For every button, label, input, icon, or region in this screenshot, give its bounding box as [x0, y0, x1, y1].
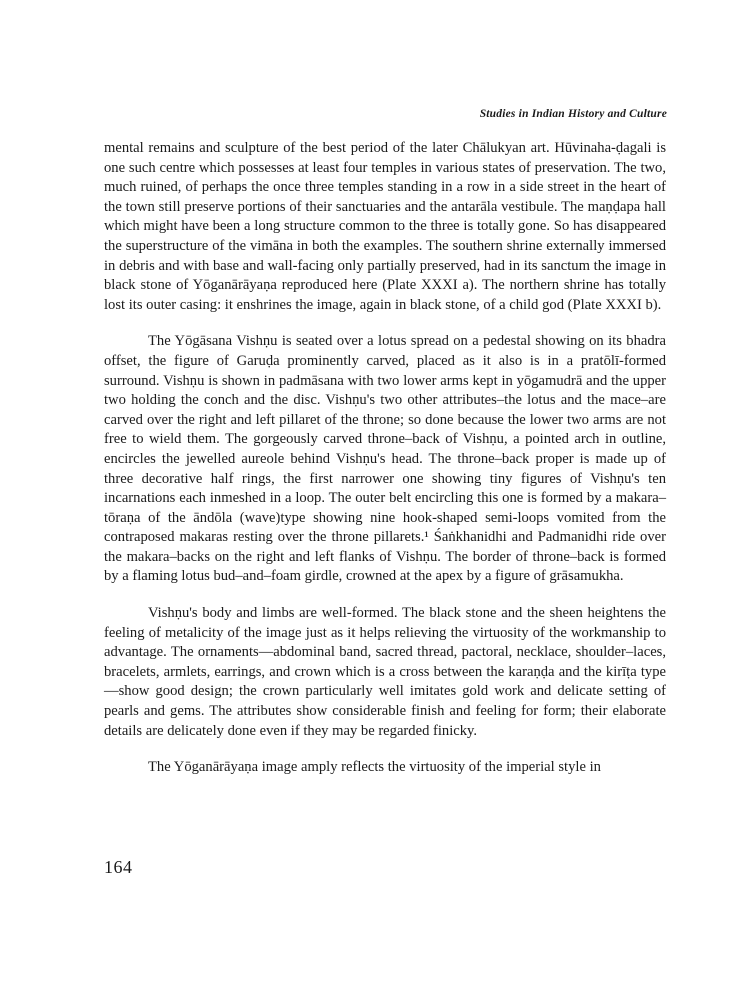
- paragraph-3: Vishṇu's body and limbs are well-formed. The black stone and the sheen heightens the feeling of metalicity of the image just as it helps relieving the virtuosity of the workmanship to advantage. The ornaments—abdominal band, sacred thread, pactoral, necklace, shoulder–laces, bracelets, armlets, earrings, and crown which is a cross between the karaṇḍa and the kirīṭa type—show good design; the crown particularly well imitates gold work and delicate setting of pearls and gems. The attributes show considerable finish and feeling for form; their elaborate details are delicately done even if they may be regarded finicky.: [104, 605, 666, 739]
- paragraph-4: The Yōganārāyaṇa image amply reflects the virtuosity of the imperial style in: [148, 759, 601, 776]
- page-number: 164: [104, 857, 133, 877]
- body-text: [104, 139, 666, 778]
- paragraph-2: The Yōgāsana Vishṇu is seated over a lotus spread on a pedestal showing on its bhadra offset, the figure of Garuḍa prominently carved, placed as it also is in a pratōlī-formed surround. Vishṇu is shown in padmāsana with two lower arms kept in yōgamudrā and the upper two holding the conch and the disc. Vishṇu's two other attributes–the lotus and the mace–are carved over the right and left pillaret of the throne; so done because the lower two arms are not free to wield them. The gorgeously carved throne–back of Vishṇu, a pointed arch in outline, encircles the jewelled aureole behind Vishṇu's head. The throne–back proper is made up of three decorative half rings, the first narrower one showing tiny figures of Vishṇu's ten incarnations each inmeshed in a loop. The outer belt encircling this one is formed by a makara–tōraṇa of the āndōla (wave)type showing nine hook-shaped semi-loops vomited from the contraposed makaras resting over the throne pillarets.¹ Śaṅkhanidhi and Padmanidhi ride over the makara–backs on the right and left flanks of Vishṇu. The border of throne–back is formed by a flaming lotus bud–and–foam girdle, crowned at the apex by a figure of grāsamukha.: [104, 333, 666, 585]
- running-header: Studies in Indian History and Culture: [479, 108, 667, 120]
- paragraph-1: mental remains and sculpture of the best period of the later Chālukyan art. Hūvinaha-ḍagali is one such centre which possesses at least four temples in various states of preservation. The two, much ruined, of perhaps the once three temples standing in a row in a side street in the heart of the town still preserve portions of their sanctuaries and the antarāla vestibule. The maṇḍapa hall which might have been a long structure common to the three is totally gone. So has disappeared the superstructure of the vimāna in both the examples. The southern shrine externally immersed in debris and with base and wall-facing only partially preserved, had in its sanctum the image in black stone of Yōganārāyaṇa reproduced here (Plate XXXI a). The northern shrine has totally lost its outer casing: it enshrines the image, again in black stone, of a child god (Plate XXXI b).: [104, 140, 666, 313]
